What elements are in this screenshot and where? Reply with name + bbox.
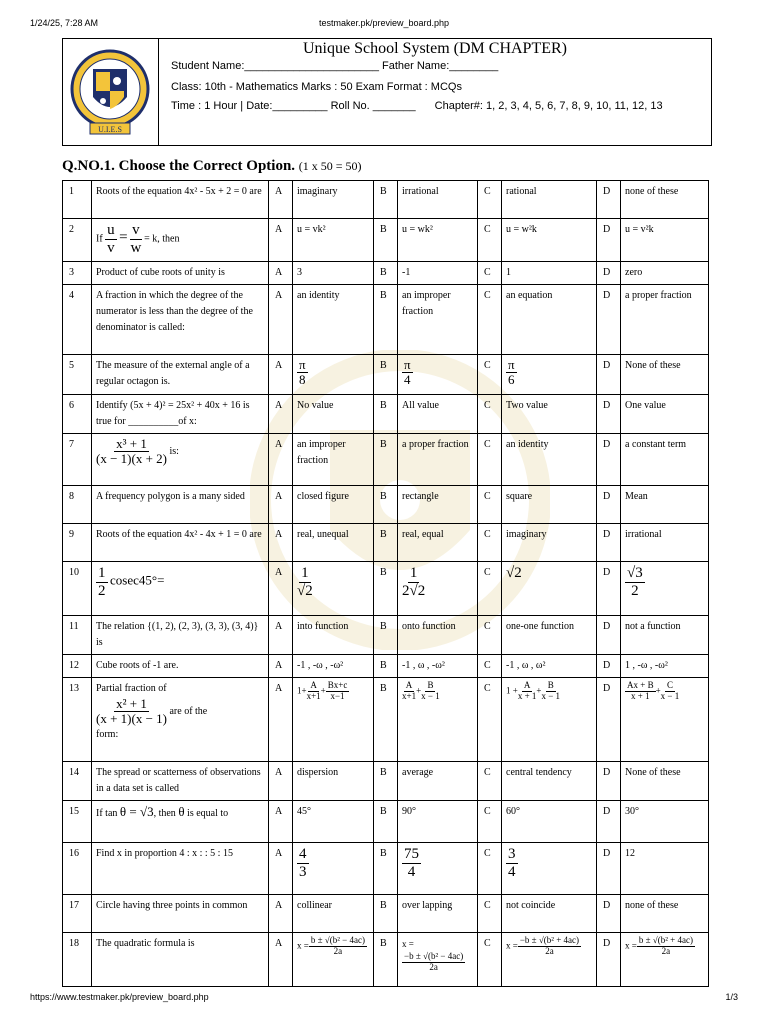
q-number: 13 [63, 678, 92, 762]
option-b: -1 [398, 262, 478, 285]
option-d: 30° [621, 801, 709, 843]
opt-letter-b: B [374, 933, 398, 987]
frac-den: x−1 [330, 690, 345, 701]
opt-letter-c: C [478, 895, 502, 933]
q-text: Identify (5x + 4)² = 25x² + 40x + 16 is true for __________of x: [92, 395, 269, 434]
frac-den: x − 1 [660, 690, 680, 701]
option-a: closed figure [293, 486, 374, 524]
opt-letter-b: B [374, 655, 398, 678]
option-c: rational [502, 181, 597, 219]
opt-letter-d: D [597, 895, 621, 933]
q-number: 5 [63, 355, 92, 395]
option-a: 45° [293, 801, 374, 843]
option-d: none of these [621, 895, 709, 933]
option-c: 60° [502, 801, 597, 843]
opt-letter-c: C [478, 801, 502, 843]
q-part: is equal to [187, 808, 229, 819]
option-c [502, 933, 597, 987]
option-d: zero [621, 262, 709, 285]
q-frac-num: v [132, 222, 140, 238]
opt-letter-b: B [374, 395, 398, 434]
opt-letter-a: A [269, 181, 293, 219]
q-part: are of the [169, 706, 208, 718]
opt-letter-d: D [597, 933, 621, 987]
option-b: irrational [398, 181, 478, 219]
opt-letter-a: A [269, 355, 293, 395]
option-c [502, 355, 597, 395]
opt-letter-c: C [478, 762, 502, 801]
footer-url: https://www.testmaker.pk/preview_board.php [30, 992, 209, 1002]
opt-letter-c: C [478, 843, 502, 895]
frac-num: 75 [404, 846, 419, 862]
option-c: square [502, 486, 597, 524]
option-c: 1 [502, 262, 597, 285]
opt-letter-d: D [597, 262, 621, 285]
table-row [63, 285, 709, 355]
q-number: 3 [63, 262, 92, 285]
q-part: , then [153, 808, 176, 819]
frac-num: π [508, 357, 515, 372]
table-row [63, 678, 709, 762]
q-number: 17 [63, 895, 92, 933]
opt-letter-a: A [269, 562, 293, 616]
opt-part: 1+ [297, 685, 307, 696]
option-c: one-one function [502, 616, 597, 655]
opt-letter-b: B [374, 678, 398, 762]
frac-num: Ax + B [627, 680, 654, 690]
frac-num: 1 [409, 565, 418, 581]
option-a: u = vk² [293, 219, 374, 262]
q-number: 16 [63, 843, 92, 895]
option-a [293, 933, 374, 987]
option-a: 1+ $\frac{A}{x+1}$ + $\frac{Bx+c}{x-1}$ [293, 678, 374, 762]
opt-letter-b: B [374, 801, 398, 843]
frac-num: A [310, 680, 317, 690]
q-number: 7 [63, 434, 92, 486]
q-text: Cube roots of -1 are. [92, 655, 269, 678]
opt-letter-d: D [597, 655, 621, 678]
opt-letter-b: B [374, 562, 398, 616]
opt-letter-b: B [374, 895, 398, 933]
opt-letter-a: A [269, 655, 293, 678]
option-d: none of these [621, 181, 709, 219]
frac-num: 1 [301, 565, 309, 581]
mcq-table [62, 180, 709, 987]
frac-den: 4 [407, 863, 416, 880]
frac-num: −b ± √(b² + 4ac) [519, 935, 580, 945]
option-d [621, 562, 709, 616]
option-d: One value [621, 395, 709, 434]
option-a: No value [293, 395, 374, 434]
class-marks-row: Class: 10th - Mathematics Marks : 50 Exam Format : MCQs [171, 81, 462, 93]
frac-num: A [523, 680, 531, 690]
opt-letter-d: D [597, 616, 621, 655]
opt-letter-c: C [478, 562, 502, 616]
opt-letter-c: C [478, 486, 502, 524]
opt-letter-c: C [478, 434, 502, 486]
frac-den: 8 [299, 372, 306, 388]
option-b: onto function [398, 616, 478, 655]
q-part: If [96, 233, 103, 245]
q-number: 4 [63, 285, 92, 355]
logo-text: U.I.E.S [98, 125, 122, 134]
option-d: None of these [621, 762, 709, 801]
option-d: $\frac{Ax + B}{x + 1}$ + $\frac{C}{x - 1}$ [621, 678, 709, 762]
opt-part: x = [402, 939, 414, 949]
q-part: If tan [96, 808, 118, 819]
opt-letter-c: C [478, 678, 502, 762]
frac-den: 2a [545, 945, 554, 956]
option-b: rectangle [398, 486, 478, 524]
opt-letter-a: A [269, 434, 293, 486]
opt-letter-a: A [269, 843, 293, 895]
q-text [92, 434, 269, 486]
frac-num: b ± √(b² + 4ac) [638, 935, 693, 945]
q-text [92, 219, 269, 262]
opt-letter-b: B [374, 434, 398, 486]
question-heading [62, 158, 362, 175]
option-a: dispersion [293, 762, 374, 801]
opt-part: x = [625, 940, 637, 951]
q-part: is: [169, 446, 179, 458]
opt-letter-c: C [478, 355, 502, 395]
q-number: 6 [63, 395, 92, 434]
opt-letter-a: A [269, 801, 293, 843]
frac-den: 2a [333, 945, 343, 956]
option-a [293, 355, 374, 395]
option-d: 1 , -ω , -ω² [621, 655, 709, 678]
option-b: $\frac{A}{x+1}$ + $\frac{B}{x - 1}$ [398, 678, 478, 762]
frac-den: 4 [508, 863, 516, 880]
option-a: 3 [293, 262, 374, 285]
q-frac-den: v [107, 239, 115, 256]
option-c: central tendency [502, 762, 597, 801]
q-number: 15 [63, 801, 92, 843]
opt-letter-a: A [269, 762, 293, 801]
opt-letter-c: C [478, 181, 502, 219]
q-frac-den: (x + 1)(x − 1) [96, 711, 167, 727]
q-text [92, 562, 269, 616]
frac-den: 6 [508, 372, 515, 388]
option-b: -1 , ω , -ω² [398, 655, 478, 678]
opt-letter-b: B [374, 181, 398, 219]
q-text: A frequency polygon is a many sided [92, 486, 269, 524]
q-number: 18 [63, 933, 92, 987]
opt-letter-c: C [478, 616, 502, 655]
frac-den: 2a [661, 945, 671, 956]
frac-den: 2√2 [402, 582, 426, 599]
table-row [63, 655, 709, 678]
opt-letter-a: A [269, 524, 293, 562]
option-c: imaginary [502, 524, 597, 562]
table-row [63, 262, 709, 285]
page-number: 1/3 [725, 992, 738, 1002]
table-row [63, 524, 709, 562]
opt-letter-d: D [597, 355, 621, 395]
frac-num: b ± √(b² − 4ac) [310, 935, 365, 945]
q-part: θ = √3 [119, 804, 154, 819]
opt-letter-a: A [269, 486, 293, 524]
option-c: u = w²k [502, 219, 597, 262]
frac-num: A [405, 680, 413, 690]
option-c: √2 [502, 562, 597, 616]
opt-letter-b: B [374, 762, 398, 801]
option-a [293, 562, 374, 616]
q-number: 1 [63, 181, 92, 219]
table-row [63, 843, 709, 895]
frac-num: 4 [299, 846, 307, 862]
option-c: an identity [502, 434, 597, 486]
frac-num: Bx+c [327, 680, 348, 690]
opt-letter-d: D [597, 762, 621, 801]
frac-den: x − 1 [541, 690, 561, 701]
header-info [159, 39, 711, 112]
opt-letter-b: B [374, 285, 398, 355]
opt-letter-b: B [374, 843, 398, 895]
frac-den: 3 [299, 863, 307, 880]
opt-letter-d: D [597, 524, 621, 562]
option-d: a proper fraction [621, 285, 709, 355]
option-c: not coincide [502, 895, 597, 933]
table-row [63, 562, 709, 616]
option-b: average [398, 762, 478, 801]
opt-letter-a: A [269, 678, 293, 762]
table-row [63, 355, 709, 395]
opt-letter-c: C [478, 655, 502, 678]
opt-letter-a: A [269, 395, 293, 434]
option-a: an identity [293, 285, 374, 355]
option-d: 12 [621, 843, 709, 895]
opt-part: x = [506, 940, 518, 951]
school-name: Unique School System (DM CHAPTER) [303, 40, 567, 57]
q-number: 12 [63, 655, 92, 678]
opt-letter-b: B [374, 355, 398, 395]
opt-letter-b: B [374, 219, 398, 262]
opt-letter-d: D [597, 843, 621, 895]
q-text [92, 678, 269, 762]
q-text: The measure of the external angle of a regular octagon is. [92, 355, 269, 395]
q-frac-num: x³ + 1 [116, 436, 147, 451]
q-text: Product of cube roots of unity is [92, 262, 269, 285]
opt-letter-d: D [597, 486, 621, 524]
frac-num: B [547, 680, 554, 690]
table-row [63, 434, 709, 486]
opt-letter-c: C [478, 285, 502, 355]
option-a [293, 843, 374, 895]
option-c [502, 843, 597, 895]
print-url-title: testmaker.pk/preview_board.php [318, 18, 450, 28]
question-marks: (1 x 50 = 50) [298, 159, 362, 173]
q-frac-den: w [130, 239, 142, 256]
frac-den: x+1 [402, 690, 417, 701]
table-row [63, 219, 709, 262]
opt-letter-d: D [597, 678, 621, 762]
opt-letter-b: B [374, 524, 398, 562]
q-number: 9 [63, 524, 92, 562]
q-text: Circle having three points in common [92, 895, 269, 933]
frac-den: x − 1 [421, 690, 440, 701]
table-row [63, 895, 709, 933]
frac-num: B [427, 680, 434, 690]
option-d: u = v²k [621, 219, 709, 262]
option-a: an improper fraction [293, 434, 374, 486]
option-b [398, 843, 478, 895]
opt-letter-d: D [597, 395, 621, 434]
option-a: real, unequal [293, 524, 374, 562]
q-part: cosec45°= [110, 572, 165, 588]
opt-letter-c: C [478, 524, 502, 562]
option-d: not a function [621, 616, 709, 655]
table-row [63, 181, 709, 219]
option-b [398, 562, 478, 616]
q-frac-num: 1 [98, 565, 106, 581]
opt-letter-a: A [269, 616, 293, 655]
q-number: 8 [63, 486, 92, 524]
option-a: -1 , -ω , -ω² [293, 655, 374, 678]
table-row [63, 801, 709, 843]
opt-letter-a: A [269, 285, 293, 355]
table-row [63, 933, 709, 987]
option-d [621, 933, 709, 987]
opt-letter-d: D [597, 181, 621, 219]
opt-letter-b: B [374, 486, 398, 524]
frac-den: 4 [404, 372, 411, 388]
frac-den: 2a [429, 961, 438, 972]
option-b [398, 355, 478, 395]
q-number: 10 [63, 562, 92, 616]
table-row [63, 762, 709, 801]
option-b: 90° [398, 801, 478, 843]
question-title: Q.NO.1. Choose the Correct Option. [62, 158, 296, 174]
frac-num: C [666, 680, 673, 690]
option-b: over lapping [398, 895, 478, 933]
print-datetime: 1/24/25, 7:28 AM [30, 18, 99, 28]
opt-letter-d: D [597, 801, 621, 843]
school-header-box [62, 38, 712, 146]
opt-letter-b: B [374, 616, 398, 655]
q-text [92, 801, 269, 843]
table-row [63, 395, 709, 434]
chapters: Chapter#: 1, 2, 3, 4, 5, 6, 7, 8, 9, 10, 11, 12, 13 [434, 100, 663, 112]
q-text: The quadratic formula is [92, 933, 269, 987]
table-row [63, 486, 709, 524]
q-frac-num: u [107, 222, 115, 238]
option-c: an equation [502, 285, 597, 355]
school-logo [63, 39, 159, 145]
frac-num: −b ± √(b² − 4ac) [404, 951, 464, 961]
opt-letter-b: B [374, 262, 398, 285]
q-text: The relation {(1, 2), (2, 3), (3, 3), (3, 4)} is [92, 616, 269, 655]
opt-letter-d: D [597, 562, 621, 616]
option-a: into function [293, 616, 374, 655]
student-name-row: Student Name:______________________ Father Name:________ [171, 60, 499, 72]
q-frac-num: x² + 1 [116, 696, 147, 711]
q-text: Find x in proportion 4 : x : : 5 : 15 [92, 843, 269, 895]
frac-den: √2 [297, 582, 313, 599]
opt-letter-a: A [269, 933, 293, 987]
q-frac-den: (x − 1)(x + 2) [96, 451, 167, 467]
option-b [398, 933, 478, 987]
frac-den: x + 1 [517, 690, 537, 701]
option-a: imaginary [293, 181, 374, 219]
opt-letter-c: C [478, 219, 502, 262]
q-part: θ [178, 804, 185, 819]
opt-letter-c: C [478, 262, 502, 285]
browser-footer [30, 992, 738, 1002]
frac-den: 2 [631, 582, 639, 599]
frac-num: π [299, 357, 306, 372]
q-number: 14 [63, 762, 92, 801]
q-text: Roots of the equation 4x² - 4x + 1 = 0 are [92, 524, 269, 562]
option-b: an improper fraction [398, 285, 478, 355]
time-date-roll: Time : 1 Hour | Date:_________ Roll No. _______ [171, 100, 416, 112]
opt-letter-d: D [597, 285, 621, 355]
opt-letter-a: A [269, 219, 293, 262]
option-d: a constant term [621, 434, 709, 486]
frac-den: x + 1 [631, 690, 650, 701]
opt-part: x = [297, 940, 309, 951]
q-number: 2 [63, 219, 92, 262]
option-c: 1 + $\frac{A}{x + 1}$ + $\frac{B}{x - 1}$ [502, 678, 597, 762]
q-part: = k, then [144, 233, 180, 245]
q-part: = [119, 229, 128, 246]
option-b: u = wk² [398, 219, 478, 262]
table-row [63, 616, 709, 655]
frac-num: √3 [627, 565, 643, 581]
option-b: All value [398, 395, 478, 434]
opt-letter-c: C [478, 395, 502, 434]
option-a: collinear [293, 895, 374, 933]
q-part: Partial fraction of [96, 683, 167, 694]
q-number: 11 [63, 616, 92, 655]
opt-letter-d: D [597, 219, 621, 262]
option-d: None of these [621, 355, 709, 395]
option-d: Mean [621, 486, 709, 524]
option-b: a proper fraction [398, 434, 478, 486]
time-date-row [171, 100, 663, 112]
frac-num: π [404, 357, 411, 372]
option-b: real, equal [398, 524, 478, 562]
opt-part: 1 + [506, 685, 518, 696]
q-part: form: [96, 728, 119, 740]
q-text: A fraction in which the degree of the numerator is less than the degree of the denominator is called: [92, 285, 269, 355]
frac-den: x+1 [306, 690, 321, 701]
opt-letter-c: C [478, 933, 502, 987]
q-frac-den: 2 [98, 582, 106, 599]
option-d: irrational [621, 524, 709, 562]
school-crest-icon [63, 39, 158, 145]
opt-letter-a: A [269, 262, 293, 285]
browser-header [30, 18, 738, 28]
opt-letter-a: A [269, 895, 293, 933]
q-text: The spread or scatterness of observations in a data set is called [92, 762, 269, 801]
option-c: Two value [502, 395, 597, 434]
frac-num: 3 [508, 846, 516, 862]
option-c: -1 , ω , ω² [502, 655, 597, 678]
q-text: Roots of the equation 4x² - 5x + 2 = 0 are [92, 181, 269, 219]
opt-letter-d: D [597, 434, 621, 486]
